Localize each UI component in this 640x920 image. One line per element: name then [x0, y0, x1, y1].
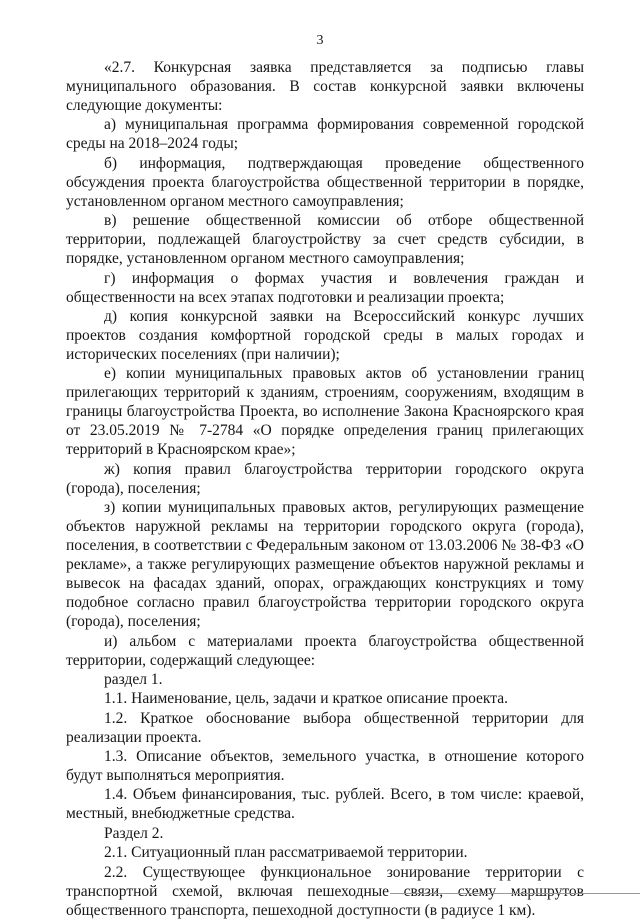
paragraph-z: з) копии муниципальных правовых актов, регулирующих размещение объектов наружной рекламы на территории городского округа (города), поселения, в соответствии с Федеральным законом от 13.03.2006 № 38-ФЗ «О рекламе», а также регулирующих размещение объектов наружной рекламы и вывесок на фасадах зданий, опорах, ограждающих конструкциях и тому подобное согласно правил благоустройства территории городского округа (города), поселения;: [66, 499, 584, 631]
item-1-2: 1.2. Краткое обоснование выбора общественной территории для реализации проекта.: [66, 709, 584, 746]
paragraph-v: в) решение общественной комиссии об отборе общественной территории, подлежащей благоустройству за счет средств субсидии, в порядке, установленном органом местного самоуправления;: [66, 212, 584, 268]
paragraph-b: б) информация, подтверждающая проведение общественного обсуждения проекта благоустройства общественной территории в порядке, установленном органом местного самоуправления;: [66, 154, 584, 210]
paragraph-i: и) альбом с материалами проекта благоустройства общественной территории, содержащий следующее:: [66, 632, 584, 669]
scan-edge-line: [390, 893, 640, 894]
paragraph-d: д) копия конкурсной заявки на Всероссийский конкурс лучших проектов создания комфортной городской среды в малых городах и исторических поселениях (при наличии);: [66, 307, 584, 363]
item-2-2: 2.2. Существующее функциональное зонирование территории с транспортной схемой, включая пешеходные связи, схему маршрутов общественного транспорта, пешеходной доступности (в радиусе 1 км).: [66, 863, 584, 919]
item-1-3: 1.3. Описание объектов, земельного участка, в отношение которого будут выполняться мероприятия.: [66, 748, 584, 785]
item-1-1: 1.1. Наименование, цель, задачи и краткое описание проекта.: [104, 690, 508, 708]
paragraph-2-7: «2.7. Конкурсная заявка представляется за подписью главы муниципального образования. В состав конкурсной заявки включены следующие документы:: [66, 59, 584, 114]
paragraph-g: г) информация о формах участия и вовлечения граждан и общественности на всех этапах подготовки и реализации проекта;: [66, 269, 584, 306]
item-1-4: 1.4. Объем финансирования, тыс. рублей. Всего, в том числе: краевой, местный, внебюджетные средства.: [66, 786, 584, 823]
page-number: 3: [316, 33, 324, 48]
paragraph-zh: ж) копия правил благоустройства территории городского округа (города), поселения;: [66, 460, 584, 497]
document-body: [66, 58, 584, 920]
item-2-1: 2.1. Ситуационный план рассматриваемой территории.: [104, 844, 468, 862]
paragraph-e: е) копии муниципальных правовых актов об установлении границ прилегающих территорий к зданиям, строениям, сооружениям, входящим в границы благоустройства Проекта, во исполнение Закона Красноярского края от 23.05.2019 № 7-2784 «О порядке определения границ прилегающих территорий в Красноярском крае»;: [66, 365, 584, 459]
paragraph-a: а) муниципальная программа формирования современной городской среды на 2018–2024 годы;: [66, 116, 584, 153]
section-2-heading: Раздел 2.: [104, 824, 164, 842]
section-1-heading: раздел 1.: [104, 670, 163, 688]
